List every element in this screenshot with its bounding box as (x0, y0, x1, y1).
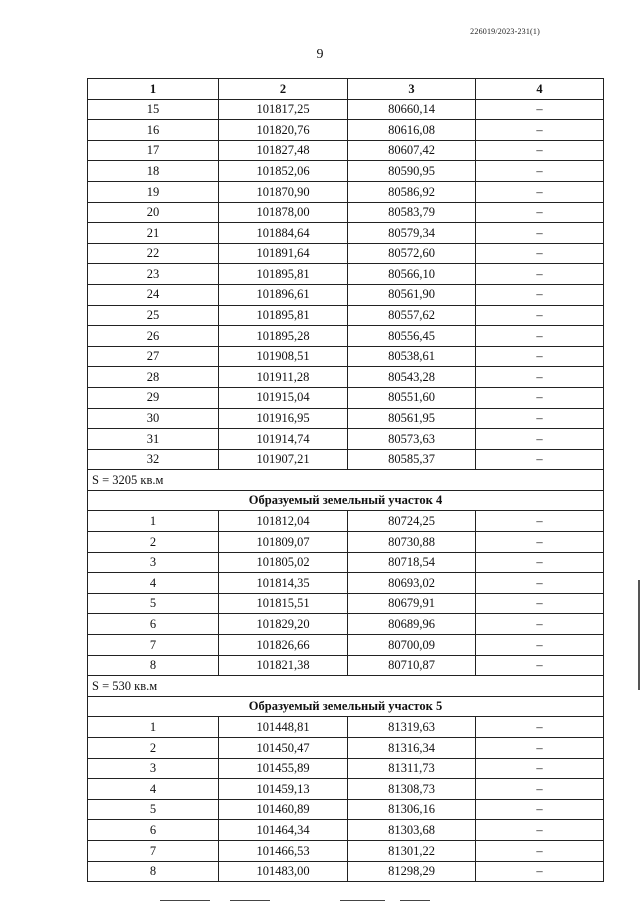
table-cell: 80583,79 (348, 202, 476, 223)
table-cell: 101852,06 (219, 161, 348, 182)
table-row (88, 387, 604, 408)
table-cell: – (476, 161, 604, 182)
table-cell: 101826,66 (219, 635, 348, 656)
table-row (88, 738, 604, 759)
section-heading-row (88, 696, 604, 717)
table-cell: – (476, 326, 604, 347)
table-cell: 80724,25 (348, 511, 476, 532)
table-cell: 101448,81 (219, 717, 348, 738)
column-header: 4 (476, 79, 604, 100)
table-cell: 81311,73 (348, 758, 476, 779)
table-cell: – (476, 99, 604, 120)
table-cell: – (476, 429, 604, 450)
table-cell: 101812,04 (219, 511, 348, 532)
section-title: Образуемый земельный участок 5 (88, 696, 604, 717)
table-cell: 101466,53 (219, 840, 348, 861)
table-cell: 81303,68 (348, 820, 476, 841)
table-cell: 80586,92 (348, 181, 476, 202)
table-row (88, 140, 604, 161)
table-cell: 7 (88, 635, 219, 656)
table-cell: 80573,63 (348, 429, 476, 450)
table-cell: 80700,09 (348, 635, 476, 656)
table-cell: 80660,14 (348, 99, 476, 120)
table-cell: – (476, 243, 604, 264)
table-cell: 101878,00 (219, 202, 348, 223)
table-cell: 101895,81 (219, 305, 348, 326)
table-cell: 8 (88, 655, 219, 676)
table-row (88, 99, 604, 120)
table-cell: 101814,35 (219, 573, 348, 594)
table-cell: 23 (88, 264, 219, 285)
column-header: 3 (348, 79, 476, 100)
table-cell: 101805,02 (219, 552, 348, 573)
table-cell: 3 (88, 758, 219, 779)
table-cell: 80538,61 (348, 346, 476, 367)
table-cell: – (476, 779, 604, 800)
table-cell: 80566,10 (348, 264, 476, 285)
table-row (88, 635, 604, 656)
table-cell: 101820,76 (219, 120, 348, 141)
table-row (88, 243, 604, 264)
table-cell: 28 (88, 367, 219, 388)
table-cell: 8 (88, 861, 219, 882)
table-cell: – (476, 758, 604, 779)
table-cell: – (476, 181, 604, 202)
table-cell: – (476, 552, 604, 573)
table-row (88, 202, 604, 223)
table-cell: 80693,02 (348, 573, 476, 594)
document-number: 226019/2023-231(1) (470, 27, 540, 36)
table-cell: 101870,90 (219, 181, 348, 202)
area-row (88, 470, 604, 491)
area-total: S = 3205 кв.м (88, 470, 604, 491)
table-row (88, 840, 604, 861)
page-number: 9 (316, 47, 324, 62)
table-cell: 80561,90 (348, 284, 476, 305)
table-row (88, 305, 604, 326)
table-cell: – (476, 305, 604, 326)
table-row (88, 717, 604, 738)
table-cell: 80679,91 (348, 593, 476, 614)
table-cell: 80579,34 (348, 223, 476, 244)
table-cell: 81301,22 (348, 840, 476, 861)
table-header-row (88, 79, 604, 100)
table-cell: 24 (88, 284, 219, 305)
table-cell: 80730,88 (348, 532, 476, 553)
table-cell: – (476, 573, 604, 594)
table-cell: – (476, 387, 604, 408)
table-cell: – (476, 223, 604, 244)
table-cell: 6 (88, 820, 219, 841)
table-row (88, 779, 604, 800)
table-row (88, 532, 604, 553)
table-cell: – (476, 532, 604, 553)
table-row (88, 573, 604, 594)
table-cell: 16 (88, 120, 219, 141)
table-row (88, 799, 604, 820)
scan-artifact-line (340, 900, 385, 901)
table-cell: – (476, 593, 604, 614)
table-cell: 101896,61 (219, 284, 348, 305)
table-row (88, 346, 604, 367)
table-cell: – (476, 635, 604, 656)
table-cell: 101460,89 (219, 799, 348, 820)
area-row (88, 676, 604, 697)
table-cell: – (476, 449, 604, 470)
table-row (88, 120, 604, 141)
table-cell: – (476, 284, 604, 305)
table-row (88, 593, 604, 614)
table-cell: – (476, 738, 604, 759)
table-cell: 80710,87 (348, 655, 476, 676)
table-cell: – (476, 655, 604, 676)
table-cell: 80590,95 (348, 161, 476, 182)
table-cell: 101827,48 (219, 140, 348, 161)
table-cell: – (476, 799, 604, 820)
table-cell: 81298,29 (348, 861, 476, 882)
coordinates-table (87, 78, 604, 882)
table-cell: 101455,89 (219, 758, 348, 779)
table-cell: 80543,28 (348, 367, 476, 388)
table-cell: 80561,95 (348, 408, 476, 429)
table-row (88, 284, 604, 305)
table-cell: 25 (88, 305, 219, 326)
table-cell: 101821,38 (219, 655, 348, 676)
table-cell: 2 (88, 738, 219, 759)
table-cell: 101817,25 (219, 99, 348, 120)
table-cell: 18 (88, 161, 219, 182)
table-cell: 80557,62 (348, 305, 476, 326)
table-cell: 15 (88, 99, 219, 120)
table-cell: 80689,96 (348, 614, 476, 635)
table-row (88, 326, 604, 347)
table-cell: 27 (88, 346, 219, 367)
table-cell: 30 (88, 408, 219, 429)
table-cell: – (476, 614, 604, 635)
table-row (88, 161, 604, 182)
scan-artifact-line (160, 900, 210, 901)
table-cell: 80585,37 (348, 449, 476, 470)
table-cell: – (476, 346, 604, 367)
table-cell: 31 (88, 429, 219, 450)
table-cell: 20 (88, 202, 219, 223)
table-cell: 101895,81 (219, 264, 348, 285)
table-cell: 1 (88, 511, 219, 532)
table-cell: 4 (88, 573, 219, 594)
table-row (88, 655, 604, 676)
table-cell: 5 (88, 593, 219, 614)
table-cell: – (476, 264, 604, 285)
table-row (88, 758, 604, 779)
table-cell: 101809,07 (219, 532, 348, 553)
table-cell: 101911,28 (219, 367, 348, 388)
table-cell: – (476, 717, 604, 738)
table-cell: 4 (88, 779, 219, 800)
table-cell: 19 (88, 181, 219, 202)
table-row (88, 223, 604, 244)
table-cell: 80556,45 (348, 326, 476, 347)
table-row (88, 820, 604, 841)
table-cell: 1 (88, 717, 219, 738)
table-cell: – (476, 367, 604, 388)
table-cell: 29 (88, 387, 219, 408)
scan-artifact-line (230, 900, 270, 901)
table-cell: 80718,54 (348, 552, 476, 573)
table-cell: – (476, 861, 604, 882)
table-cell: 80551,60 (348, 387, 476, 408)
table-cell: – (476, 511, 604, 532)
table-cell: 6 (88, 614, 219, 635)
table-cell: 5 (88, 799, 219, 820)
table-row (88, 511, 604, 532)
table-row (88, 449, 604, 470)
table-cell: 80616,08 (348, 120, 476, 141)
table-cell: – (476, 202, 604, 223)
table-cell: 80607,42 (348, 140, 476, 161)
table-cell: 101459,13 (219, 779, 348, 800)
table-row (88, 614, 604, 635)
table-cell: 101815,51 (219, 593, 348, 614)
table-cell: 101464,34 (219, 820, 348, 841)
table-cell: 101884,64 (219, 223, 348, 244)
table-cell: 7 (88, 840, 219, 861)
table-cell: 26 (88, 326, 219, 347)
table-cell: 101916,95 (219, 408, 348, 429)
table-cell: 101915,04 (219, 387, 348, 408)
table-cell: – (476, 120, 604, 141)
table-cell: 81319,63 (348, 717, 476, 738)
table-cell: 3 (88, 552, 219, 573)
table-body (88, 99, 604, 882)
table-cell: – (476, 140, 604, 161)
table-cell: 101829,20 (219, 614, 348, 635)
table-cell: – (476, 408, 604, 429)
table-cell: 101908,51 (219, 346, 348, 367)
table-cell: 81308,73 (348, 779, 476, 800)
table-cell: 21 (88, 223, 219, 244)
table-cell: 101450,47 (219, 738, 348, 759)
table-cell: 101891,64 (219, 243, 348, 264)
area-total: S = 530 кв.м (88, 676, 604, 697)
table-row (88, 861, 604, 882)
table-cell: 101895,28 (219, 326, 348, 347)
table-cell: 101907,21 (219, 449, 348, 470)
table-cell: 81306,16 (348, 799, 476, 820)
table-cell: 32 (88, 449, 219, 470)
table-row (88, 181, 604, 202)
table-cell: 22 (88, 243, 219, 264)
table-cell: 2 (88, 532, 219, 553)
table-cell: 101914,74 (219, 429, 348, 450)
table-row (88, 408, 604, 429)
table-cell: 80572,60 (348, 243, 476, 264)
table-row (88, 264, 604, 285)
table-cell: – (476, 820, 604, 841)
table-cell: – (476, 840, 604, 861)
table-cell: 81316,34 (348, 738, 476, 759)
column-header: 2 (219, 79, 348, 100)
section-title: Образуемый земельный участок 4 (88, 490, 604, 511)
table-row (88, 429, 604, 450)
table-row (88, 552, 604, 573)
table-row (88, 367, 604, 388)
table-cell: 17 (88, 140, 219, 161)
scan-artifact-line (400, 900, 430, 901)
section-heading-row (88, 490, 604, 511)
column-header: 1 (88, 79, 219, 100)
table-cell: 101483,00 (219, 861, 348, 882)
